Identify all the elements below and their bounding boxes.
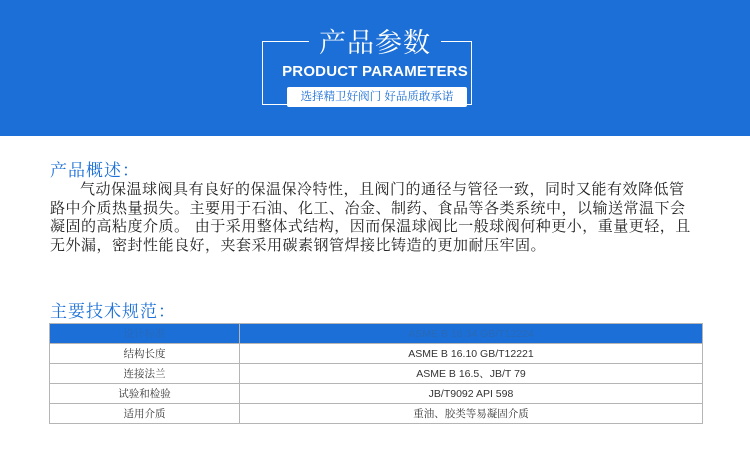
spec-table — [49, 323, 703, 424]
spec-label: 连接法兰 — [50, 364, 240, 384]
table-row — [50, 384, 703, 404]
spec-value: 重油、胶类等易凝固介质 — [240, 404, 703, 424]
spec-value: ASME B 16.5、JB/T 79 — [240, 364, 703, 384]
overview-heading: 产品概述： — [50, 161, 140, 180]
table-row — [50, 344, 703, 364]
spec-value: ASME B 16.34 GB/T12224 — [240, 324, 703, 344]
header-banner — [0, 0, 750, 136]
banner-title: 产品参数 — [309, 26, 441, 60]
banner-slogan: 选择精卫好阀门 好品质敢承诺 — [287, 87, 467, 107]
specs-heading: 主要技术规范： — [50, 302, 176, 321]
table-row — [50, 324, 703, 344]
spec-label: 试验和检验 — [50, 384, 240, 404]
spec-label: 设计标准 — [50, 324, 240, 344]
banner-subtitle: PRODUCT PARAMETERS — [282, 63, 468, 80]
table-row — [50, 404, 703, 424]
spec-value: JB/T9092 API 598 — [240, 384, 703, 404]
overview-text-block — [50, 180, 698, 254]
spec-value: ASME B 16.10 GB/T12221 — [240, 344, 703, 364]
table-row — [50, 364, 703, 384]
spec-label: 结构长度 — [50, 344, 240, 364]
spec-label: 适用介质 — [50, 404, 240, 424]
overview-paragraph: 气动保温球阀具有良好的保温保冷特性，且阀门的通径与管径一致，同时又能有效降低管路中介质热量损失。主要用于石油、化工、冶金、制药、食品等各类系统中，以输送常温下会凝固的高粘度介质。 由于采用整体式结构，因而保温球阀比一般球阀何种更小，重量更轻，且无外漏，密封性能良好，夹套采用碳素钢管焊接比铸造的更加耐压牢固。 — [50, 180, 691, 254]
